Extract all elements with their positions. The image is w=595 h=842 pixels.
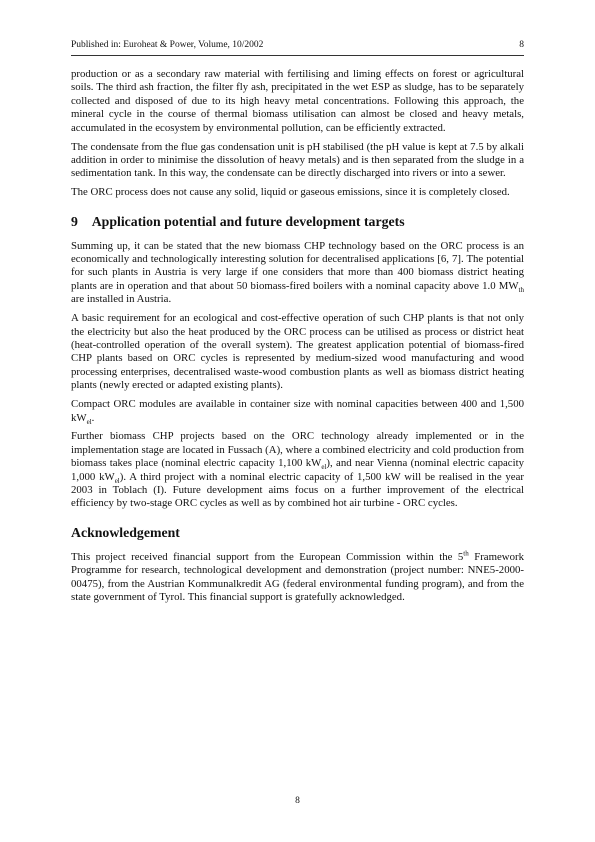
text-run: . (91, 411, 95, 424)
superscript: th (463, 549, 469, 558)
text-run: This project received financial support from the European Commission within the 5 (71, 550, 464, 563)
page-body (71, 68, 524, 610)
subscript: el (321, 463, 327, 472)
publication-info: Published in: Euroheat & Power, Volume, 10/2002 (71, 40, 264, 50)
subscript: th (518, 286, 524, 295)
text-run: Further biomass CHP projects based on the ORC technology already implemented or in the implementation stage are located in Fussach (A), where a combined electricity and cold production from biomass takes place (nominal electric capacity 1,100 kW (71, 430, 524, 470)
text-run: are installed in Austria. (71, 293, 172, 306)
text-run: ), and near Vienna (nominal electric capacity 1,000 kW (71, 457, 524, 483)
text-run: Summing up, it can be stated that the new biomass CHP technology based on the ORC process is an economically and technologically interesting solution for decentralised applications [6, 7]. The potential for such plants in Austria is very large if one considers that more than 400 biomass district heating plants are in operation and that about 50 biomass-fired boilers with a nominal capacity above 1.0 MW (71, 239, 524, 292)
paragraph-orc-emissions: The ORC process does not cause any solid, liquid or gaseous emissions, since it is completely closed. (71, 186, 510, 199)
text-run: Framework Programme for research, technological development and demonstration (project number: NNE5-2000-00475), from the Austrian Kommunalkredit AG (federal environmental funding program), and from the state government of Tyrol. This financial support is gratefully acknowledged. (71, 550, 524, 604)
header-page-number: 8 (519, 40, 524, 50)
section-heading-9 (71, 214, 524, 230)
paragraph-ash-utilisation: production or as a secondary raw material with fertilising and liming effects on forest or agricultural soils. The third ash fraction, the filter fly ash, precipitated in the wet ESP as sludge, has to be separately collected and disposed of due to its high heavy metal concentrations. Following this approach, the mineral cycle in the course of thermal biomass utilisation can almost be closed and heavy metals, accumulated in the ecosystem by environmental pollution, can be efficiently extracted. (71, 68, 524, 134)
paragraph-further-projects (71, 430, 524, 510)
paragraph-acknowledgement (71, 551, 524, 605)
paragraph-summary (71, 240, 524, 307)
section-number: 9 (71, 213, 78, 229)
subscript: el (86, 417, 92, 426)
footer-page-number: 8 (295, 796, 300, 806)
paragraph-compact-modules (71, 398, 524, 425)
acknowledgement-heading: Acknowledgement (71, 524, 180, 540)
section-title: Application potential and future development targets (91, 213, 405, 229)
text-run: ). A third project with a nominal electric capacity of 1,500 kW will be realised in the year 2003 in Toblach (I). Future development aims focus on a further improvement of the electrical efficiency by two-stage ORC cycles as well as by combined hot air turbine - ORC cycles. (71, 470, 524, 510)
text-run: Compact ORC modules are available in container size with nominal capacities between 400 and 1,500 kW (71, 398, 524, 424)
header-divider (71, 55, 524, 56)
running-header (71, 40, 524, 54)
subscript: el (114, 476, 120, 485)
paragraph-requirements: A basic requirement for an ecological and cost-effective operation of such CHP plants is that not only the electricity but also the heat produced by the ORC process can be utilised as process or district heat (heat-controlled operation of the overall system). The greatest application potential of biomass-fired CHP plants based on ORC cycles is represented by medium-sized wood manufacturing and wood processing enterprises, decentralised waste-wood combustion plants as well as biomass district heating plants (newly erected or adapted existing plants). (71, 312, 524, 392)
paragraph-condensate: The condensate from the flue gas condensation unit is pH stabilised (the pH value is kept at 7.5 by alkali addition in order to minimise the dissolution of heavy metals) and is then separated from the sludge in a sedimentation tank. In this way, the condensate can be directly discharged into rivers or into a sewer. (71, 140, 524, 180)
